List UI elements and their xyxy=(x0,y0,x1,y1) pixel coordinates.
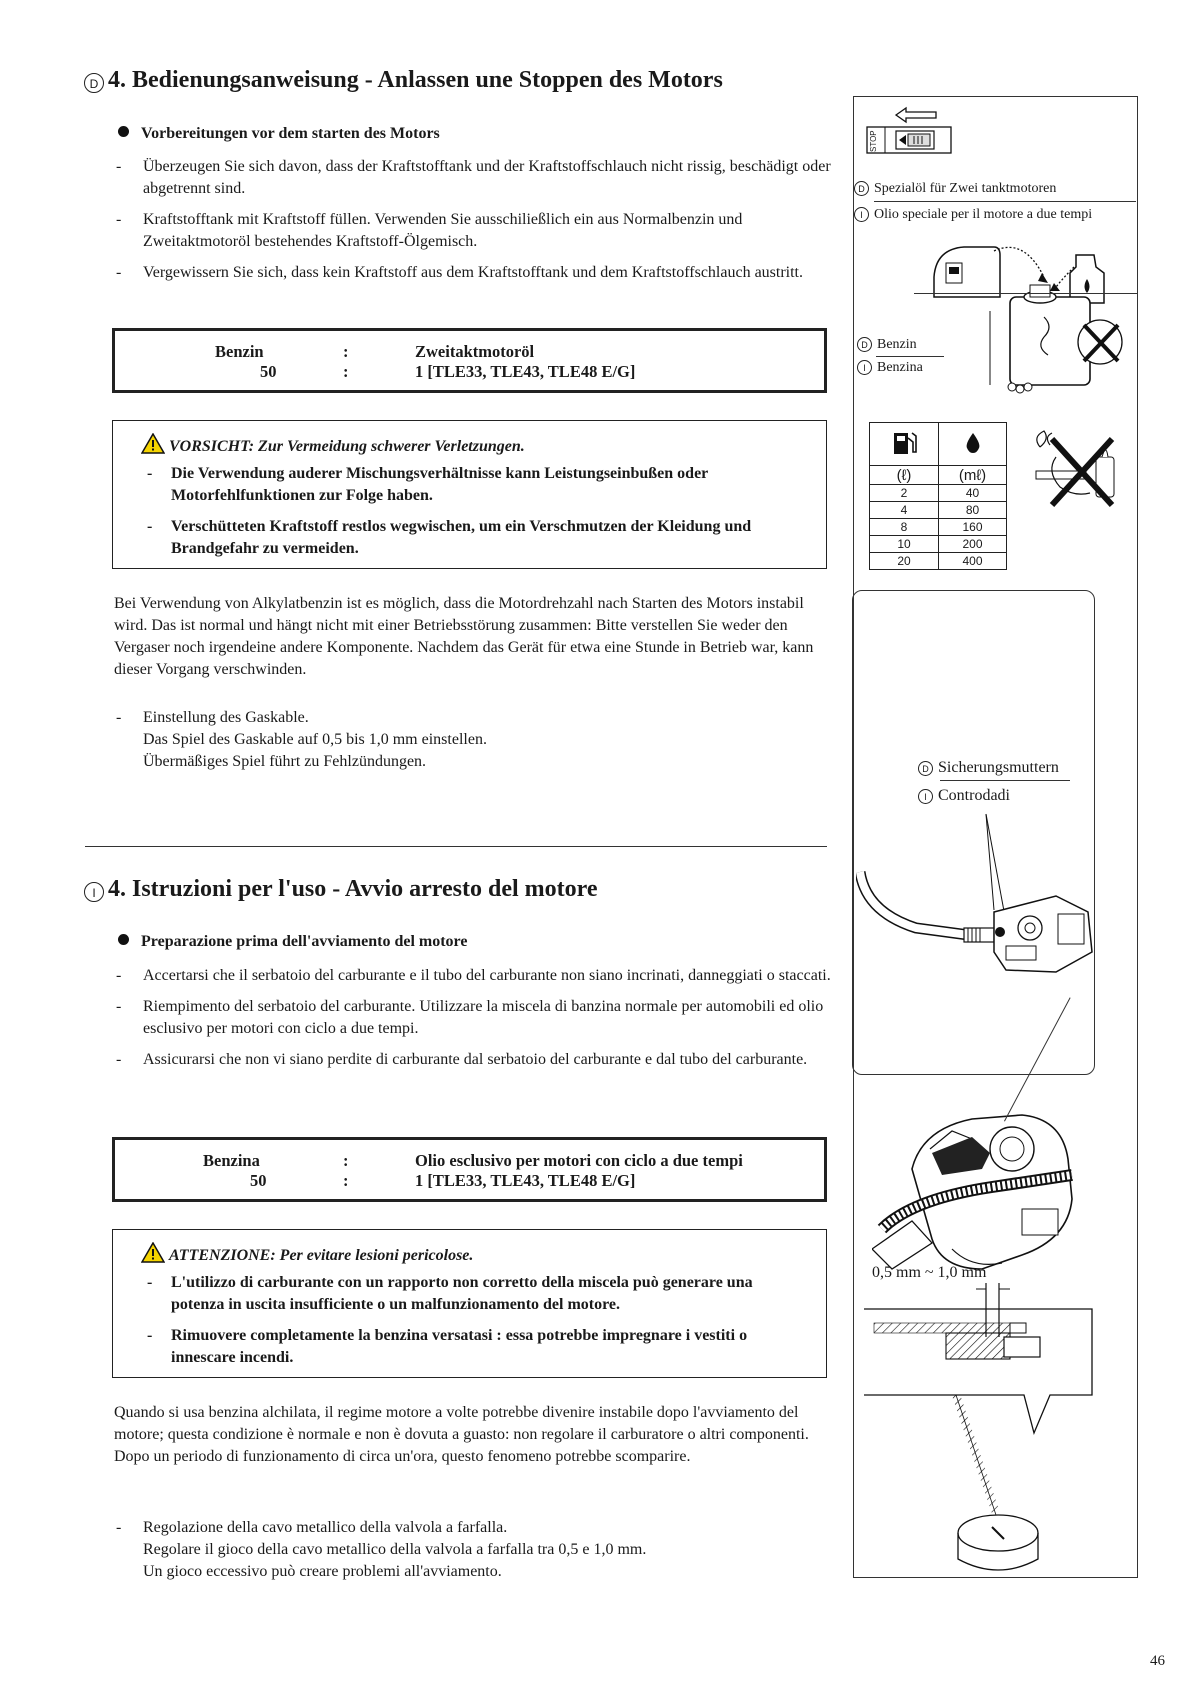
table-row: 10 200 xyxy=(870,536,1007,553)
mix-colon: : xyxy=(343,362,349,381)
stop-label: STOP xyxy=(869,130,878,152)
mix-fuel-value: 50 xyxy=(260,362,277,381)
mix-fuel-label: Benzina xyxy=(203,1151,260,1170)
list-item: - Accertarsi che il serbatoio del carburante e il tubo del carburante non siano incrinati, danneggiati o staccati. xyxy=(116,967,831,984)
italian-alkylate-note: Quando si usa benzina alchilata, il regime motore a volte potrebbe divenire instabile dopo l'avviamento del motore; questa condizione è normale e non è dovuta a guasto: non regolare il carburatore o altri componenti. Dopo un periodo di funzionamento di circa un'ora, questo fenomeno potrebbe scomparire. xyxy=(114,1404,809,1465)
no-smoking-icon xyxy=(1026,427,1130,517)
list-item: - Vergewissern Sie sich, dass kein Kraftstoff aus dem Kraftstofftank und dem Kraftstoffschlauch austritt. xyxy=(116,264,803,281)
fuel-pump-icon xyxy=(870,423,939,466)
engine-illustration xyxy=(872,1109,1082,1279)
warning-title: ATTENZIONE: Per evitare lesioni pericolose. xyxy=(141,1242,473,1265)
warning-item: - Die Verwendung auderer Mischungsverhältnisse kann Leistungseinbußen oder Motorfehlfunktionen zur Folge haben. xyxy=(147,465,708,504)
table-header: (mℓ) xyxy=(939,466,1007,485)
table-row: 8 160 xyxy=(870,519,1007,536)
german-warning-box xyxy=(112,420,827,569)
mix-colon: : xyxy=(343,342,349,361)
table-row: 2 40 xyxy=(870,485,1007,502)
list-item: - Regolazione della cavo metallico della valvola a farfalla. Regolare il gioco della cavo metallico della valvola a farfalla tra 0,5 e 1,0 mm. Un gioco eccessivo può creare problemi all'avviamento. xyxy=(116,1519,647,1580)
list-item: - Assicurarsi che non vi siano perdite di carburante dal serbatoio del carburante e dal tubo del carburante. xyxy=(116,1051,808,1068)
table-row: 20 400 xyxy=(870,553,1007,570)
caption-rule xyxy=(876,356,944,357)
section-divider xyxy=(85,846,827,847)
illustration-panel xyxy=(853,96,1138,1578)
list-item: - Einstellung des Gaskable. Das Spiel des Gaskable auf 0,5 bis 1,0 mm einstellen. Übermäßiges Spiel führt zu Fehlzündungen. xyxy=(116,709,487,770)
lang-badge-it: I xyxy=(84,882,104,902)
mix-colon: : xyxy=(343,1171,349,1190)
german-prep-list xyxy=(116,156,831,284)
german-alkylate-note: Bei Verwendung von Alkylatbenzin ist es möglich, dass die Motordrehzahl nach Starten des Motors instabil wird. Das ist normal und hängt nicht mit einer Betriebsstörung zusammen: Bitte verstellen Sie weder den Vergaser noch irgendeine andere Komponente. Nachdem das Gerät für etwa eine Stunde in Betrieb war, kann dieser Vorgang verschwinden. xyxy=(114,595,814,678)
mix-ratio-table xyxy=(869,422,1007,570)
italian-mix-ratio-box xyxy=(112,1137,827,1202)
fuel-caption-de: D Benzin xyxy=(857,337,917,353)
italian-warning-box xyxy=(112,1229,827,1378)
warning-item: - L'utilizzo di carburante con un rapporto non corretto della miscela può generare una potenza in uscita insufficiente o un malfunzionamento del motore. xyxy=(147,1274,753,1313)
german-title: D 4. Bedienungsanweisung - Anlassen une Stoppen des Motors xyxy=(84,67,723,94)
mix-fuel-label: Benzin xyxy=(215,342,264,361)
cable-play-label: 0,5 mm ~ 1,0 mm xyxy=(872,1264,987,1281)
caption-rule xyxy=(940,780,1070,781)
oil-drop-icon xyxy=(939,423,1007,466)
warning-triangle-icon xyxy=(141,1242,165,1263)
mix-oil-value: 1 [TLE33, TLE43, TLE48 E/G] xyxy=(415,362,636,381)
list-item: - Riempimento del serbatoio del carburante. Utilizzare la miscela di banzina normale per automobili ed olio esclusivo per motori con ciclo a due tempi. xyxy=(116,998,824,1037)
illustration-rule xyxy=(914,293,1138,294)
oil-caption-de: D Spezialöl für Zwei tanktmotoren xyxy=(854,181,1056,197)
page-number: 46 xyxy=(1150,1653,1165,1669)
italian-cable-adjust xyxy=(116,1517,831,1583)
german-mix-ratio-box xyxy=(112,328,827,393)
list-item: - Überzeugen Sie sich davon, dass der Kraftstofftank und der Kraftstoffschlauch nicht rissig, beschädigt oder abgetrennt sind. xyxy=(116,158,831,197)
warning-triangle-icon xyxy=(141,433,165,454)
mix-colon: : xyxy=(343,1151,349,1170)
table-header: (ℓ) xyxy=(870,466,939,485)
bullet-dot xyxy=(118,126,129,137)
fuel-caption-it: I Benzina xyxy=(857,360,923,376)
warning-item: - Verschütteten Kraftstoff restlos wegwischen, um ein Verschmutzen der Kleidung und Brandgefahr zu vermeiden. xyxy=(147,518,752,557)
italian-title: I 4. Istruzioni per l'uso - Avvio arresto del motore xyxy=(84,876,598,903)
nuts-caption-it: I Controdadi xyxy=(918,787,1010,805)
mix-fuel-value: 50 xyxy=(250,1171,267,1190)
carburetor-illustration xyxy=(856,802,1096,1012)
german-prep-heading: Vorbereitungen vor dem starten des Motors xyxy=(118,125,440,143)
mix-oil-label: Zweitaktmotoröl xyxy=(415,342,535,361)
cable-play-detail-illustration xyxy=(864,1283,1104,1573)
mix-oil-label: Olio esclusivo per motori con ciclo a due tempi xyxy=(415,1151,743,1170)
warning-item: - Rimuovere completamente la benzina versatasi : essa potrebbe impregnare i vestiti o innescare incendi. xyxy=(147,1327,748,1366)
caption-rule xyxy=(874,201,1136,202)
bullet-dot xyxy=(118,934,129,945)
german-cable-adjust xyxy=(116,707,831,773)
nuts-caption-de: D Sicherungsmuttern xyxy=(918,759,1059,777)
warning-title: VORSICHT: Zur Vermeidung schwerer Verletzungen. xyxy=(141,433,525,456)
lang-badge-de: D xyxy=(84,73,104,93)
fuel-mixing-illustration xyxy=(924,237,1124,397)
table-row: 4 80 xyxy=(870,502,1007,519)
mix-oil-value: 1 [TLE33, TLE43, TLE48 E/G] xyxy=(415,1171,636,1190)
oil-caption-it: I Olio speciale per il motore a due tempi xyxy=(854,207,1092,223)
list-item: - Kraftstofftank mit Kraftstoff füllen. Verwenden Sie ausschiließlich ein aus Normalbenzin und Zweitaktmotoröl bestehendes Kraftstoff-Ölgemisch. xyxy=(116,211,743,250)
italian-prep-heading: Preparazione prima dell'avviamento del motore xyxy=(118,933,467,951)
italian-prep-list xyxy=(116,965,831,1071)
